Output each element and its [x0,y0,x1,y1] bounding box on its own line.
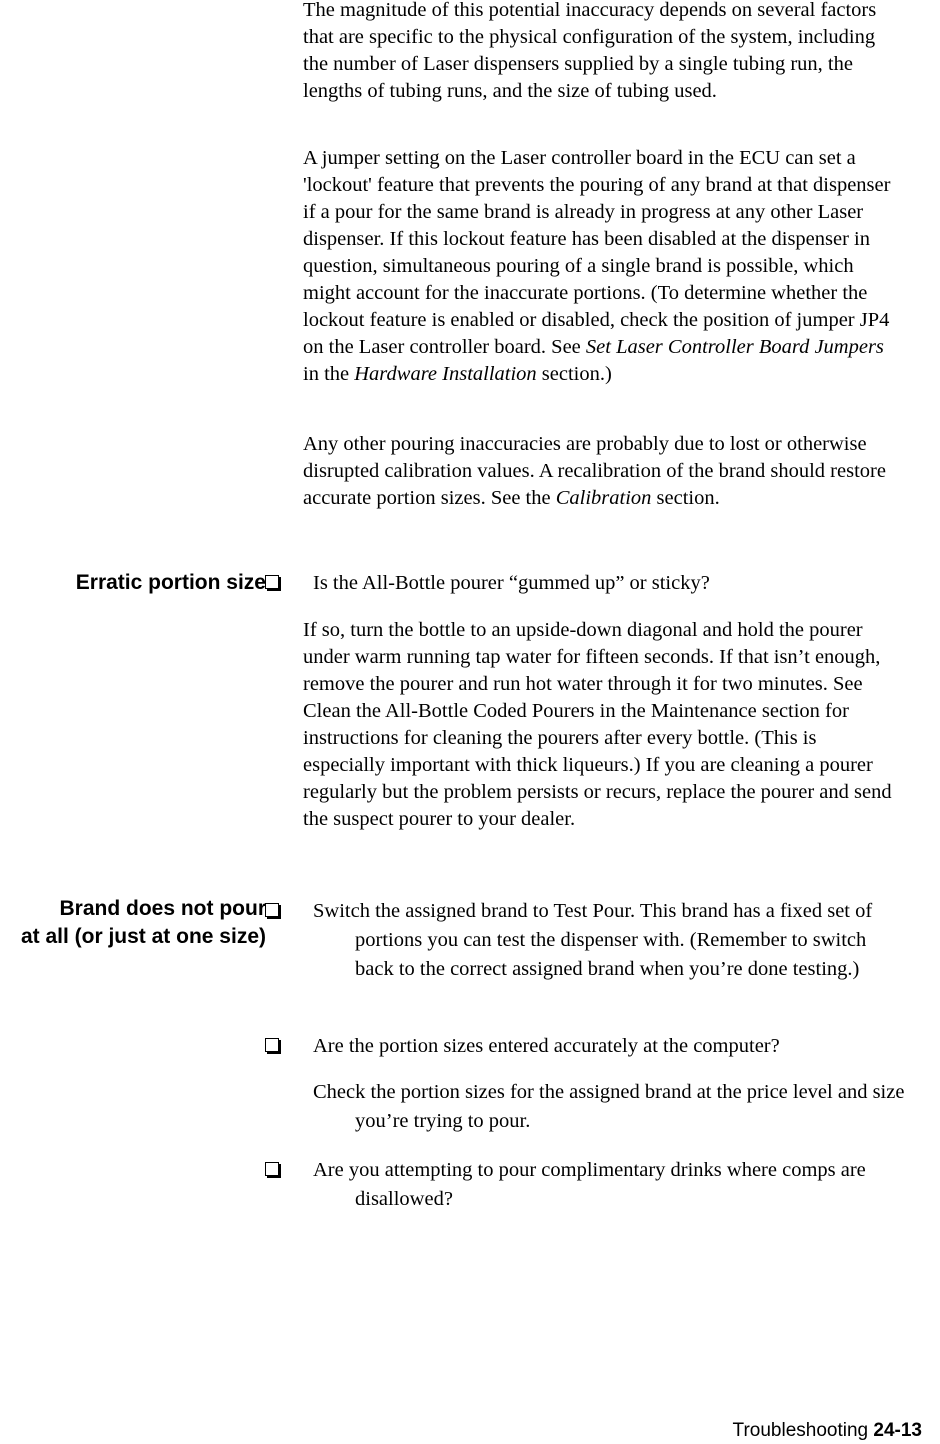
paragraph-lockout-jumper [303,145,903,388]
heading-line: Brand does not pour [59,897,266,920]
footer-section-name: Troubleshooting [732,1420,869,1441]
checklist-item-text: Are the portion sizes entered accurately at the computer? [313,1035,780,1057]
paragraph-text: in the [303,363,355,385]
page-footer [733,1420,922,1442]
heading-line: at all (or just at one size) [20,925,266,948]
paragraph-text: section.) [536,363,612,385]
page-number: 24-13 [873,1420,922,1441]
paragraph-tubing-inaccuracy: The magnitude of this potential inaccuracy depends on several factors that are specific to the physical configuration of the system, including the number of Laser dispensers supplied by a single tubing run, the lengths of tubing runs, and the size of tubing used. [303,0,877,102]
paragraph-check-portion-sizes: Check the portion sizes for the assigned brand at the price level and size you’re trying to pour. [313,1081,905,1132]
heading-brand-does-not-pour [0,895,266,951]
paragraph-recalibration [303,431,903,512]
checklist-item-portion-sizes [265,1032,905,1061]
checklist-item-gummed-pourer [265,569,905,598]
checklist-item-text: Switch the assigned brand to Test Pour. This brand has a fixed set of portions you can test the dispenser with. (Remember to switch back to the correct assigned brand when you’re done testing.) [313,900,873,980]
paragraph-text: section. [651,487,720,509]
checkbox-icon [265,575,279,589]
checklist-item-text: Are you attempting to pour complimentary drinks where comps are disallowed? [313,1159,866,1210]
reference-hardware-installation: Hardware Installation [354,363,537,385]
checkbox-icon [265,1038,279,1052]
checkbox-icon [265,903,279,917]
checkbox-icon [265,1162,279,1176]
checklist-item-complimentary-drinks [265,1156,905,1214]
heading-erratic-portion-size: Erratic portion size [75,571,266,594]
checklist-item-text: Is the All-Bottle pourer “gummed up” or sticky? [313,572,710,594]
reference-set-laser-controller-jumpers: Set Laser Controller Board Jumpers [585,336,884,358]
reference-calibration: Calibration [555,487,652,509]
paragraph-text: Any other pouring inaccuracies are probably due to lost or otherwise disrupted calibration values. A recalibration of the brand should restore accurate portion sizes. See the [303,433,886,509]
checklist-item-test-pour [265,897,905,984]
paragraph-clean-pourer: If so, turn the bottle to an upside-down diagonal and hold the pourer under warm running tap water for fifteen seconds. If that isn’t enough, remove the pourer and run hot water through it for two minutes. See Clean the All-Bottle Coded Pourers in the Maintenance section for instructions for cleaning the pourers after every bottle. (This is especially important with thick liqueurs.) If you are cleaning a pourer regularly but the problem persists or recurs, replace the pourer and send the suspect pourer to your dealer. [303,619,892,830]
paragraph-text: A jumper setting on the Laser controller board in the ECU can set a 'lockout' feature that prevents the pouring of any brand at that dispenser if a pour for the same brand is already in progress at any other Laser dispenser. If this lockout feature has been disabled at the dispenser in question, simultaneous pouring of a single brand is possible, which might account for the inaccurate portions. (To determine whether the lockout feature is enabled or disabled, check the position of jumper JP4 on the Laser controller board. See [303,147,891,358]
